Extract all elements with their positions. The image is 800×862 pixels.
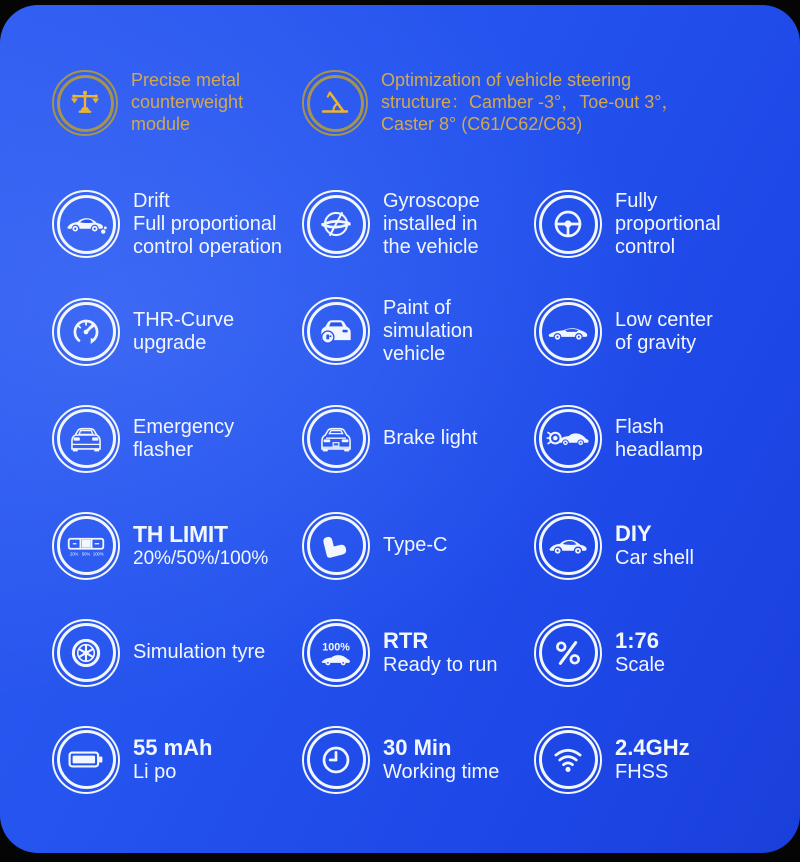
feature-text-line: proportional [615,213,721,236]
steering-wheel-icon [534,190,602,258]
feature-text-line: module [131,113,191,134]
gold-feature-row [52,55,778,151]
type-c-icon [302,512,370,580]
feature-text-line: Drift [133,190,170,213]
feature-text-line: control operation [133,235,282,258]
feature-text-line: Full proportional [133,213,277,236]
feature-text-line: FHSS [615,761,669,784]
rtr-icon [302,619,370,687]
feature-text-line: of gravity [615,331,697,354]
feature-text-line: flasher [133,438,194,461]
feature-brake-light [302,405,534,473]
feature-paint [302,297,534,365]
feature-gyroscope [302,190,534,258]
balance-scale-icon [52,70,118,136]
feature-text-line: headlamp [615,438,703,461]
feature-text-line: THR-Curve [133,308,235,331]
feature-text-line: Brake light [383,427,478,450]
tyre-icon [52,619,120,687]
feature-text-line: upgrade [133,331,207,354]
feature-text-line: counterweight [131,92,244,113]
feature-text-line: Flash [615,415,664,438]
feature-title: 2.4GHz [615,735,690,761]
drift-car-icon [52,190,120,258]
feature-rtr [302,619,534,687]
feature-title: DIY [615,521,652,547]
feature-diy-car-shell [534,512,778,580]
feature-text-line: Caster 8° (C61/C62/C63) [381,113,583,134]
th-limit-icon [52,512,120,580]
feature-text-line: Low center [615,308,713,331]
feature-text-line: Emergency [133,415,235,438]
feature-fully-proportional [534,190,778,258]
feature-emergency-flasher [52,405,302,473]
percent-icon [534,619,602,687]
diy-car-icon [534,512,602,580]
thr-gauge-icon [52,298,120,366]
feature-text-line: simulation [383,320,474,343]
feature-sheet [0,5,800,813]
feature-text-line: 20%/50%/100% [133,548,269,570]
feature-text-line: Type-C [383,534,448,557]
blue-feature-panel [0,5,800,853]
feature-low-gravity [534,298,778,366]
feature-title: 55 mAh [133,735,213,761]
clock-icon [302,726,370,794]
battery-icon [52,726,120,794]
feature-battery [52,726,302,794]
feature-simulation-tyre [52,619,302,687]
feature-th-limit [52,512,302,580]
feature-text-line: Precise metal [131,70,241,91]
feature-counterweight [52,70,302,136]
feature-text-line: Fully [615,190,658,213]
feature-text-line: Ready to run [383,654,498,677]
th-limit-tick: 50% [81,551,91,557]
gyroscope-icon [302,190,370,258]
feature-steering-structure [302,70,680,136]
wifi-icon [534,726,602,794]
feature-text-line: control [615,235,676,258]
feature-text-line: installed in [383,213,478,236]
feature-frequency [534,726,778,794]
brake-light-icon [302,405,370,473]
feature-scale [534,619,778,687]
rtr-icon-text: 100% [322,640,350,653]
feature-text-line: Paint of [383,297,451,320]
feature-title: 30 Min [383,735,452,761]
feature-drift [52,190,302,258]
feature-text-line: Li po [133,761,177,784]
feature-text-line: Working time [383,761,500,784]
emergency-flasher-icon [52,405,120,473]
feature-text-line: the vehicle [383,235,479,258]
feature-working-time [302,726,534,794]
feature-title: 1:76 [615,628,660,654]
feature-text-line: Optimization of vehicle steering [381,70,632,91]
feature-flash-headlamp [534,405,778,473]
feature-text-line: Gyroscope [383,190,480,213]
camber-angle-icon [302,70,368,136]
feature-text-line: Car shell [615,547,694,570]
feature-title: RTR [383,628,429,654]
feature-type-c [302,512,534,580]
paint-vehicle-icon [302,297,370,365]
feature-text-line: Simulation tyre [133,641,266,664]
flash-headlamp-icon [534,405,602,473]
th-limit-tick: 20% [70,551,79,557]
feature-text-line: vehicle [383,342,446,365]
low-gravity-car-icon [534,298,602,366]
th-limit-tick: 100% [92,551,104,557]
features-grid [52,171,778,813]
feature-title: TH LIMIT [133,521,228,548]
feature-text-line: Scale [615,654,666,677]
feature-thr-curve [52,298,302,366]
feature-text-line: structure：Camber -3°，Toe-out 3°， [381,92,680,113]
